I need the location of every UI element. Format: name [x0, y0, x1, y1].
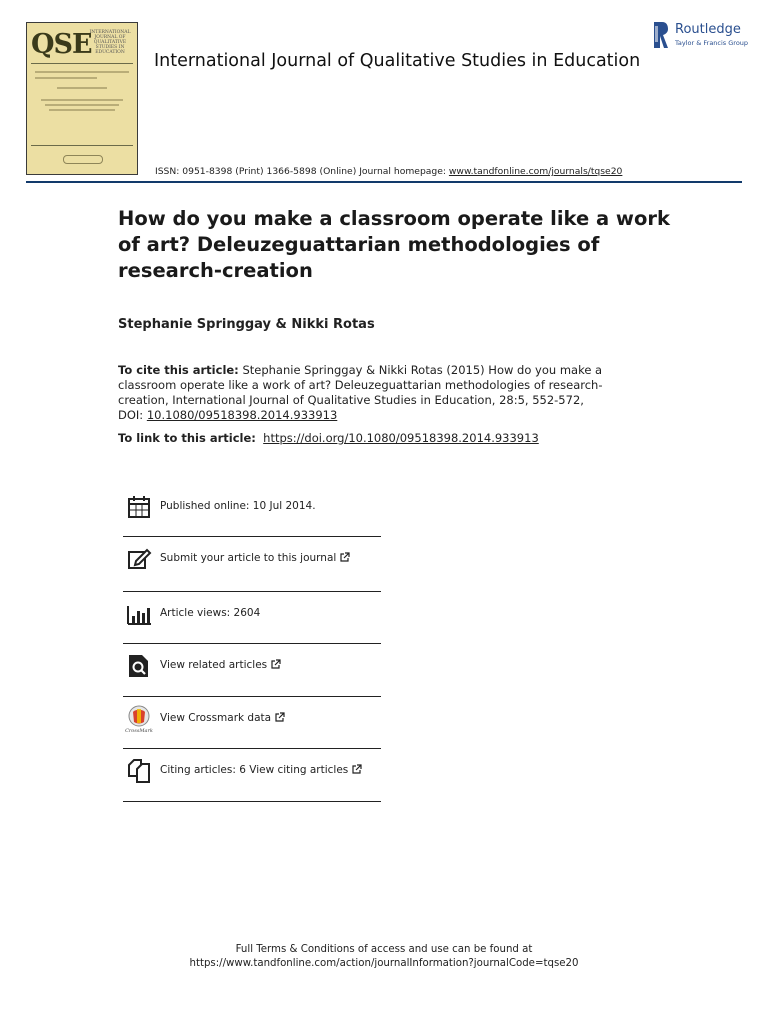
article-views: Article views: 2604 — [160, 607, 261, 619]
cover-decoration — [35, 71, 129, 73]
submit-article-label: Submit your article to this journal — [160, 552, 337, 564]
article-link-line — [118, 431, 539, 445]
related-articles-label: View related articles — [160, 659, 268, 671]
routledge-r-icon — [654, 22, 668, 48]
footer-terms — [0, 943, 768, 971]
cover-decoration — [49, 109, 115, 111]
cover-logo: QSE — [31, 29, 92, 60]
citing-row[interactable] — [123, 749, 381, 802]
issn-line — [155, 166, 622, 177]
external-link-icon — [271, 659, 281, 669]
calendar-icon — [127, 495, 151, 519]
published-date: Published online: 10 Jul 2014. — [160, 500, 316, 512]
related-articles-link[interactable] — [160, 659, 281, 671]
crossmark-row[interactable] — [123, 697, 381, 749]
article-authors: Stephanie Springgay & Nikki Rotas — [118, 317, 375, 332]
crossmark-link[interactable] — [160, 712, 285, 724]
footer-line-1: Full Terms & Conditions of access and use can be found at — [235, 944, 533, 955]
crossmark-label-text: View Crossmark data — [160, 712, 272, 724]
header-divider — [26, 181, 742, 183]
cover-publisher-seal — [63, 155, 103, 164]
issn-text: ISSN: 0951-8398 (Print) 1366-5898 (Online) Journal homepage: — [155, 166, 449, 177]
external-link-icon — [340, 552, 350, 562]
submit-article-link[interactable] — [160, 552, 350, 564]
publisher-name: Routledge — [675, 22, 741, 37]
published-row — [123, 485, 381, 537]
publisher-tagline: Taylor & Francis Group — [675, 39, 749, 47]
cover-decoration — [57, 87, 107, 89]
edit-icon — [127, 547, 151, 571]
external-link-icon — [352, 764, 362, 774]
cite-label: To cite this article: — [118, 363, 239, 377]
related-row[interactable] — [123, 644, 381, 697]
article-metadata-list — [123, 485, 381, 802]
journal-homepage-link[interactable]: www.tandfonline.com/journals/tqse20 — [448, 166, 623, 177]
citation-block — [118, 363, 608, 423]
cover-decoration — [45, 104, 119, 106]
views-row — [123, 592, 381, 644]
link-label: To link to this article: — [118, 431, 256, 445]
footer-terms-link[interactable]: https://www.tandfonline.com/action/journalInformation?journalCode=tqse20 — [189, 958, 579, 969]
submit-row[interactable] — [123, 537, 381, 592]
cover-divider — [31, 63, 133, 64]
cover-decoration — [35, 77, 97, 79]
journal-cover-thumbnail — [26, 22, 138, 175]
external-link-icon — [275, 712, 285, 722]
citing-articles-label: Citing articles: 6 View citing articles — [160, 764, 349, 776]
citing-documents-icon — [127, 759, 151, 783]
document-search-icon — [127, 654, 151, 678]
cover-divider — [31, 145, 133, 146]
bar-chart-icon — [127, 602, 151, 626]
cite-text: Stephanie Springgay & Nikki Rotas (2015) How do you make a classroom operate like a work of art? Deleuzeguattarian methodologies of research-creation, International Journal of Qualitative Studies in Education, 28:5, 552-572, DOI: — [118, 363, 603, 422]
article-title: How do you make a classroom operate like a work of art? Deleuzeguattarian methodologies of research-creation — [118, 207, 670, 282]
cite-doi-link[interactable]: 10.1080/09518398.2014.933913 — [146, 408, 338, 422]
crossmark-icon — [127, 705, 151, 733]
crossmark-label: CrossMark — [125, 728, 153, 734]
journal-title[interactable]: International Journal of Qualitative Studies in Education — [154, 51, 641, 71]
cover-decoration — [41, 99, 123, 101]
article-doi-link[interactable]: https://doi.org/10.1080/09518398.2014.933913 — [263, 431, 539, 445]
publisher-logo[interactable] — [654, 22, 750, 50]
citing-articles-link[interactable] — [160, 764, 362, 776]
cover-subtitle: INTERNATIONAL JOURNAL OF QUALITATIVE STUDIES IN EDUCATION — [89, 30, 131, 55]
